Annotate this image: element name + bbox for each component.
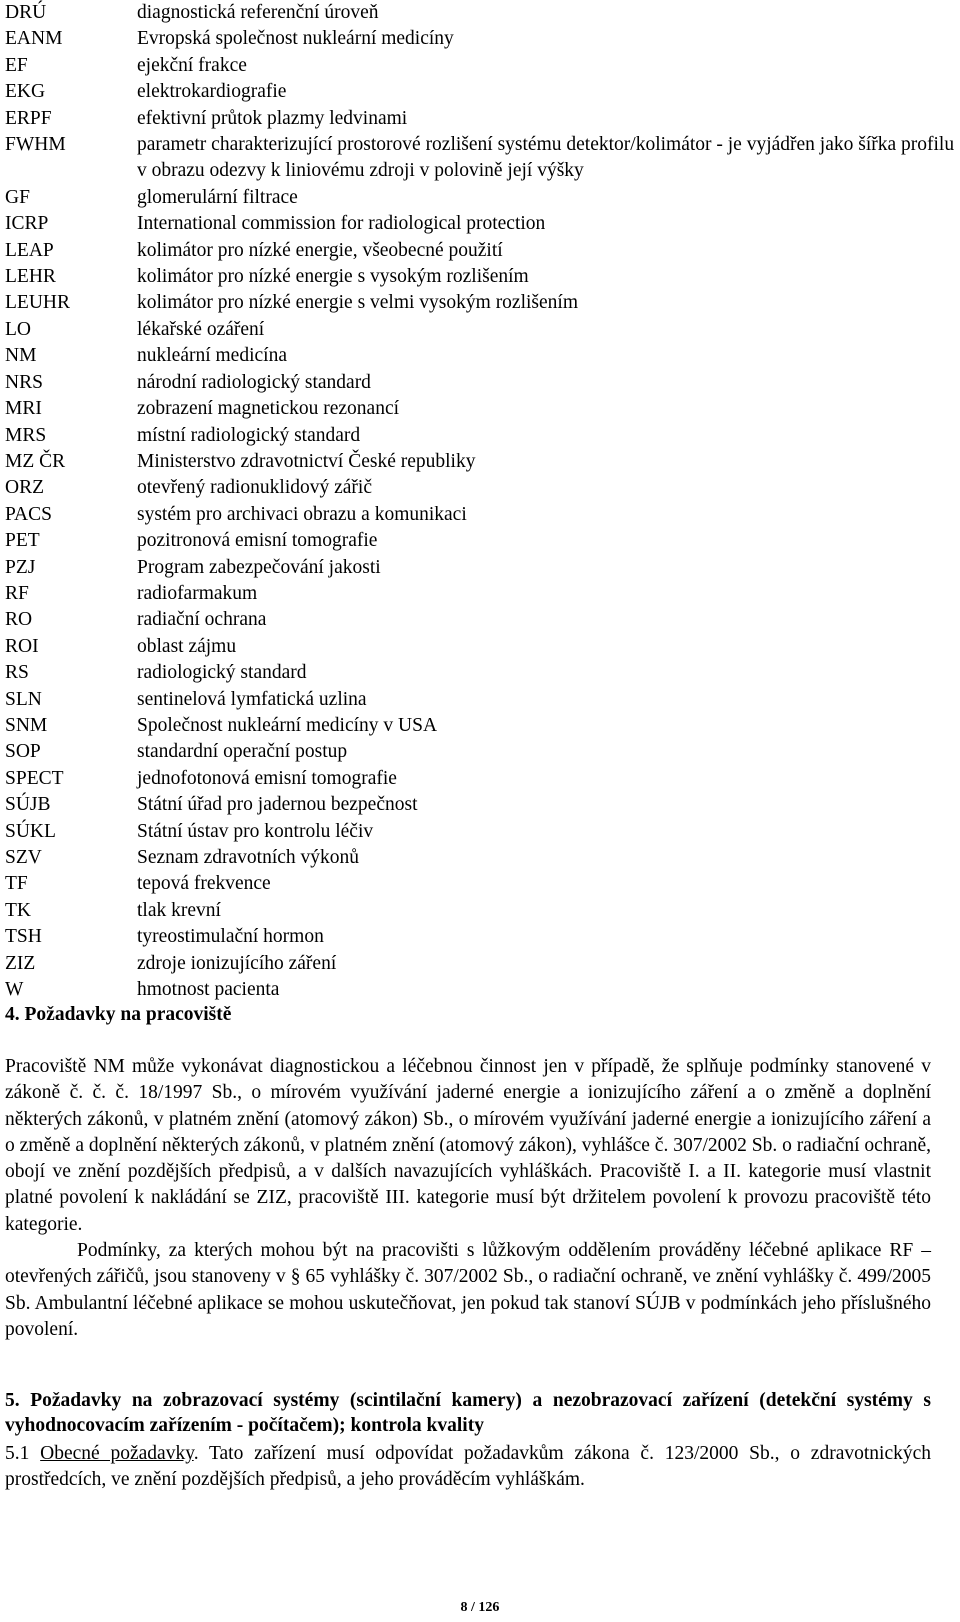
abbreviation-term: TF [5,873,28,895]
abbreviation-definition: hmotnost pacienta [137,979,280,1001]
abbreviation-row [5,871,955,897]
abbreviation-definition: radiofarmakum [137,582,258,604]
abbreviation-term: PET [5,530,40,552]
abbreviation-definition: otevřený radionuklidový zářič [137,477,372,499]
abbreviation-term: MZ ČR [5,450,66,472]
abbreviation-term: ORZ [5,477,44,499]
section-4-paragraph-1: Pracoviště NM může vykonávat diagnostickou a léčebnou činnost jen v případě, že splňuje podmínky stanovené v zákoně č. č. č. 18/1997 Sb., o mírovém využívání jaderné energie a ionizujícího záření a o změně a doplnění některých zákonů, v platném znění (atomový zákon) Sb., o mírovém využívání jaderné energie a ionizujícího záření a o změně a doplnění některých zákonů, v platném znění (atomový zákon), vyhlášce č. 307/2002 Sb. o radiační ochraně, obojí ve znění pozdějších předpisů, a v dalších navazujících vyhláškách. Pracoviště I. a II. kategorie musí vlastnit platné povolení k nakládání se ZIZ, pracoviště III. kategorie musí být držitelem povolení k provozu pracoviště této kategorie. [5,1056,931,1235]
abbreviation-term: EF [5,54,28,76]
abbreviation-term: EANM [5,28,63,50]
abbreviation-row [5,739,955,765]
abbreviation-row [5,819,955,845]
abbreviation-definition: radiologický standard [137,662,307,684]
abbreviation-definition: Společnost nukleární medicíny v USA [137,714,438,736]
abbreviation-row [5,528,955,554]
abbreviation-row [5,423,955,449]
abbreviation-row [5,845,955,871]
abbreviation-definition: oblast zájmu [137,635,237,657]
section-5-1-paragraph [5,1441,931,1494]
abbreviation-term: LEAP [5,239,54,261]
abbreviation-term: RF [5,582,29,604]
section-4-heading: 4. Požadavky na pracoviště [5,1004,232,1025]
abbreviation-term: FWHM [5,134,66,156]
abbreviation-term: SÚKL [5,820,56,842]
abbreviation-term: PACS [5,503,52,525]
abbreviation-row [5,79,955,105]
abbreviation-row [5,343,955,369]
abbreviation-row [5,106,955,132]
abbreviation-definition: efektivní průtok plazmy ledvinami [137,107,408,129]
abbreviation-term: ERPF [5,107,52,129]
page-number: 8 / 126 [460,1600,500,1615]
abbreviation-definition: standardní operační postup [137,741,348,763]
abbreviation-row [5,951,955,977]
abbreviation-definition: kolimátor pro nízké energie s velmi vysokým rozlišením [137,292,579,314]
abbreviation-row [5,211,955,237]
abbreviation-term: PZJ [5,556,36,578]
abbreviation-term: LEUHR [5,292,70,314]
abbreviation-term: SÚJB [5,794,51,816]
abbreviation-definition: elektrokardiografie [137,81,287,103]
abbreviation-definition: zdroje ionizujícího záření [137,952,337,974]
section-4-paragraph-2 [5,1238,931,1343]
abbreviation-definition: místní radiologický standard [137,424,361,446]
abbreviation-definition: sentinelová lymfatická uzlina [137,688,367,710]
abbreviation-row [5,607,955,633]
abbreviation-term: W [5,979,24,1001]
abbreviation-definition: ejekční frakce [137,54,247,76]
abbreviation-definition: kolimátor pro nízké energie, všeobecné použití [137,239,503,261]
section-4-paragraph-2-text: Podmínky, za kterých mohou být na pracovišti s lůžkovým oddělením prováděny léčebné aplikace RF – otevřených zářičů, jsou stanoveny v § 65 vyhlášky č. 307/2002 Sb., o radiační ochraně, ve znění vyhlášky č. 499/2005 Sb. Ambulantní léčebné aplikace se mohou uskutečňovat, jen pokud tak stanoví SÚJB v podmínkách jeho příslušného povolení. [5,1240,931,1340]
abbreviation-definition: parametr charakterizující prostorové rozlišení systému detektor/kolimátor - je vyjádřen jako šířka profilu v obrazu odezvy k liniovému zdroji v polovině její výšky [137,134,955,182]
abbreviation-row [5,0,955,26]
subsection-number: 5.1 [5,1443,30,1464]
abbreviation-definition: jednofotonová emisní tomografie [137,767,397,789]
abbreviation-definition: glomerulární filtrace [137,186,298,208]
abbreviation-definition: národní radiologický standard [137,371,371,393]
abbreviation-term: SPECT [5,767,64,789]
abbreviation-definition: Seznam zdravotních výkonů [137,847,360,868]
abbreviation-definition: International commission for radiological protection [137,213,546,235]
abbreviation-row [5,370,955,396]
abbreviation-term: GF [5,186,30,208]
abbreviation-definition: diagnostická referenční úroveň [137,2,379,23]
abbreviation-term: SOP [5,741,41,763]
abbreviation-definition: tlak krevní [137,899,221,921]
abbreviation-definition: Evropská společnost nukleární medicíny [137,28,454,50]
abbreviation-definition: tepová frekvence [137,873,271,895]
abbreviation-term: LO [5,318,31,340]
abbreviation-term: SZV [5,847,42,868]
abbreviation-row [5,792,955,818]
abbreviation-row [5,238,955,264]
abbreviation-definition: nukleární medicína [137,345,287,367]
abbreviation-row [5,502,955,528]
abbreviation-row [5,634,955,660]
abbreviation-term: ICRP [5,213,49,235]
abbreviation-row [5,396,955,422]
abbreviation-row [5,449,955,475]
abbreviation-definition: Státní ústav pro kontrolu léčiv [137,820,374,842]
abbreviation-term: SNM [5,714,48,736]
abbreviation-term: SLN [5,688,42,710]
abbreviation-definition: tyreostimulační hormon [137,926,324,948]
abbreviation-term: MRI [5,398,42,420]
abbreviation-row [5,766,955,792]
abbreviation-row [5,713,955,739]
abbreviation-row [5,26,955,52]
abbreviation-row [5,555,955,581]
abbreviation-term: RO [5,609,33,631]
abbreviation-row [5,687,955,713]
abbreviation-term: ZIZ [5,952,36,974]
abbreviation-term: NRS [5,371,43,393]
abbreviation-definition: Ministerstvo zdravotnictví České republiky [137,450,476,472]
abbreviation-row [5,185,955,211]
abbreviation-term: LEHR [5,266,56,288]
abbreviation-row [5,132,955,185]
abbreviation-term: TK [5,899,31,921]
abbreviation-term: ROI [5,635,39,657]
abbreviation-term: DRÚ [5,2,47,23]
abbreviation-definition: lékařské ozáření [137,318,265,340]
abbreviation-term: MRS [5,424,47,446]
abbreviation-term: EKG [5,81,46,103]
abbreviation-definition: kolimátor pro nízké energie s vysokým rozlišením [137,266,529,288]
abbreviation-list [5,0,955,1003]
abbreviation-definition: pozitronová emisní tomografie [137,530,378,552]
subsection-text: . Tato zařízení musí odpovídat požadavkům zákona č. 123/2000 Sb., o zdravotnických prostředcích, ve znění pozdějších předpisů, a jeho prováděcím vyhláškám. [5,1443,932,1491]
abbreviation-definition: zobrazení magnetickou rezonancí [137,398,400,420]
abbreviation-row [5,660,955,686]
abbreviation-row [5,290,955,316]
abbreviation-row [5,317,955,343]
abbreviation-term: TSH [5,926,42,948]
abbreviation-row [5,264,955,290]
abbreviation-term: NM [5,345,37,367]
abbreviation-row [5,581,955,607]
section-5-heading: 5. Požadavky na zobrazovací systémy (scintilační kamery) a nezobrazovací zařízení (detekční systémy s vyhodnocovacím zařízením - počítačem); kontrola kvality [5,1390,931,1436]
abbreviation-definition: Program zabezpečování jakosti [137,556,381,578]
abbreviation-row [5,53,955,79]
abbreviation-term: RS [5,662,29,684]
abbreviation-row [5,475,955,501]
subsection-title: Obecné požadavky [40,1443,194,1464]
abbreviation-row [5,924,955,950]
abbreviation-row [5,898,955,924]
abbreviation-definition: radiační ochrana [137,609,267,631]
abbreviation-definition: systém pro archivaci obrazu a komunikaci [137,503,467,525]
abbreviation-row [5,977,955,1003]
abbreviation-definition: Státní úřad pro jadernou bezpečnost [137,794,418,816]
